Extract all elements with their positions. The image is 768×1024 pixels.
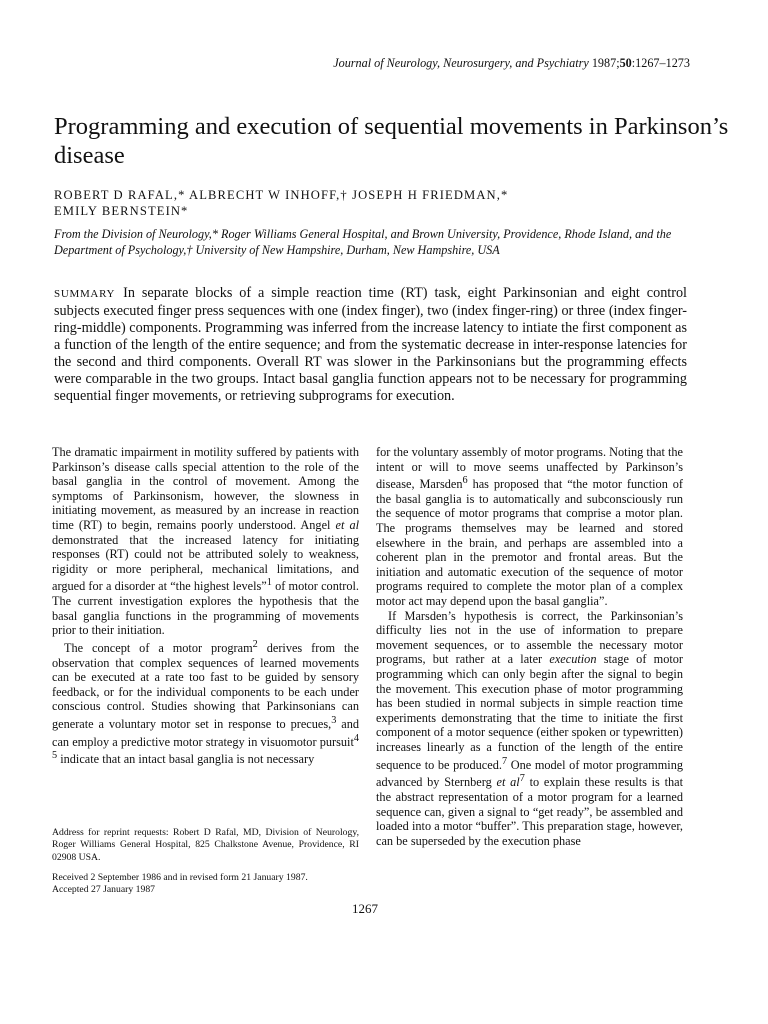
summary-label: SUMMARY <box>54 288 116 300</box>
received-text: Received 2 September 1986 and in revised form 21 January 1987. <box>52 871 308 883</box>
reference-marker: 1 <box>266 577 272 589</box>
article-title: Programming and execution of sequential movements in Parkinson’s disease <box>54 113 729 169</box>
body-paragraph <box>376 609 683 849</box>
text-span: If Marsden’s hypothesis is correct, the Parkinsonian’s difficulty lies not in the use of information to prepare movement sequences, or to assemble the necessary motor programs, but rather at a later <box>376 608 683 667</box>
affiliation: From the Division of Neurology,* Roger Williams General Hospital, and Brown University, Providence, Rhode Island, and the Department of Psychology,† University of New Hampshire, Durham, New Hampshire, USA <box>54 227 672 257</box>
journal-pages: :1267–1273 <box>631 56 690 70</box>
italic-span: execution <box>549 652 597 667</box>
page-number: 1267 <box>352 901 378 916</box>
reprint-address: Address for reprint requests: Robert D Rafal, MD, Division of Neurology, Roger Williams General Hospital, 825 Chalkstone Avenue, Providence, RI 02908 USA. <box>52 827 359 863</box>
text-span: The dramatic impairment in motility suffered by patients with Parkinson’s disease calls special attention to the role of the basal ganglia in the control of movement. Among the symptoms of Parkinsonism, however, the slowness in initiating movement, as measured by an increase in reaction time (RT) to begin, remains poorly understood. Angel <box>52 445 359 532</box>
text-span: derives from the observation that complex sequences of learned movements can be executed at a rate too fast to be guided by sensory feedback, or for the individual components to be each under conscious control. Studies showing that Parkinsonians can generate a voluntary motor set in response to precues, <box>52 640 359 731</box>
reference-marker: 6 <box>462 475 468 487</box>
text-span: stage of motor programming which can only begin after the signal to begin the movement. This execution phase of motor programming has been studied in normal subjects in simple reaction time experiments demonstrating that the time to initiate the first component of a motor sequence (either spoken or typewritten) increases linearly as a function of the length of the entire sequence to be produced. <box>376 652 684 772</box>
reference-marker: 7 <box>519 773 525 785</box>
text-span: of motor control. The current investigation explores the hypothesis that the basal ganglia functions in the programming of movements prior to their initiation. <box>52 579 359 638</box>
footnote-block <box>52 827 359 896</box>
reference-marker: 7 <box>501 755 508 767</box>
text-span: and can employ a predictive motor strategy in visuomotor pursuit <box>52 716 359 749</box>
text-span: for the voluntary assembly of motor programs. Noting that the intent or will to move seems unaffected by Parkinson’s disease, Marsden <box>376 445 683 492</box>
reference-marker: 4 5 <box>52 732 359 762</box>
text-span: to explain these results is that the abstract representation of a motor program for a learned sequence can, given a signal to “get ready”, be assembled and loaded into a motor “buffer”. This preparation stage, however, can be superseded by the execution phase <box>376 775 684 848</box>
accepted-text: Accepted 27 January 1987 <box>52 884 156 896</box>
body-column-right <box>376 445 683 848</box>
author-line-2: EMILY BERNSTEIN* <box>54 204 189 218</box>
text-span: demonstrated that the increased latency for initiating responses (RT) could not be attributed solely to weakness, rigidity or more peripheral, mechanical limitations, and argued for a disorder at “the highest levels” <box>52 532 359 594</box>
text-span: indicate that an intact basal ganglia is not necessary <box>57 752 315 767</box>
journal-year: 1987; <box>591 56 620 70</box>
italic-span: et al <box>335 517 360 532</box>
text-span: has proposed that “the motor function of the basal ganglia is to automatically and subconsciously run the sequence of motor programs that comprise a motor plan. The programs themselves may be learned and stored elsewhere in the brain, and perhaps are assembled into a coherent plan in the premotor and frontal areas. But the initiation and automatic execution of the sequence of motor programs required to complete the motor plan of a complex motor act may depend upon the basal ganglia”. <box>376 477 684 609</box>
text-span: The concept of a motor program <box>64 640 253 655</box>
journal-header <box>250 56 690 71</box>
body-paragraph <box>376 445 683 609</box>
italic-span: et al <box>496 775 520 790</box>
body-paragraph <box>52 445 359 638</box>
body-paragraph <box>52 638 359 767</box>
reference-marker: 3 <box>331 714 337 726</box>
received-date <box>52 872 359 897</box>
journal-volume: 50 <box>619 56 632 70</box>
author-list <box>54 187 714 219</box>
journal-name: Journal of Neurology, Neurosurgery, and Psychiatry <box>333 56 589 70</box>
summary-text: In separate blocks of a simple reaction time (RT) task, eight Parkinsonian and eight control subjects executed finger press sequences with one (index finger), two (index finger-ring) or three (index finger-ring-middle) components. Programming was inferred from the increase latency to intiate the first component as a function of the length of the entire sequence; and from the systematic decrease in inter-response latencies for the second and third components. Overall RT was slower in the Parkinsonians but the programming effects were comparable in the two groups. Intact basal ganglia function appears not to be necessary for programming sequential finger movements, or retrieving subprograms for execution. <box>54 285 687 404</box>
text-span: One model of motor programming advanced by Sternberg <box>376 757 683 790</box>
body-column-left <box>52 445 359 767</box>
reference-marker: 2 <box>252 638 258 650</box>
author-line-1: ROBERT D RAFAL,* ALBRECHT W INHOFF,† JOSEPH H FRIEDMAN,* <box>54 188 509 202</box>
summary-section <box>54 285 687 405</box>
